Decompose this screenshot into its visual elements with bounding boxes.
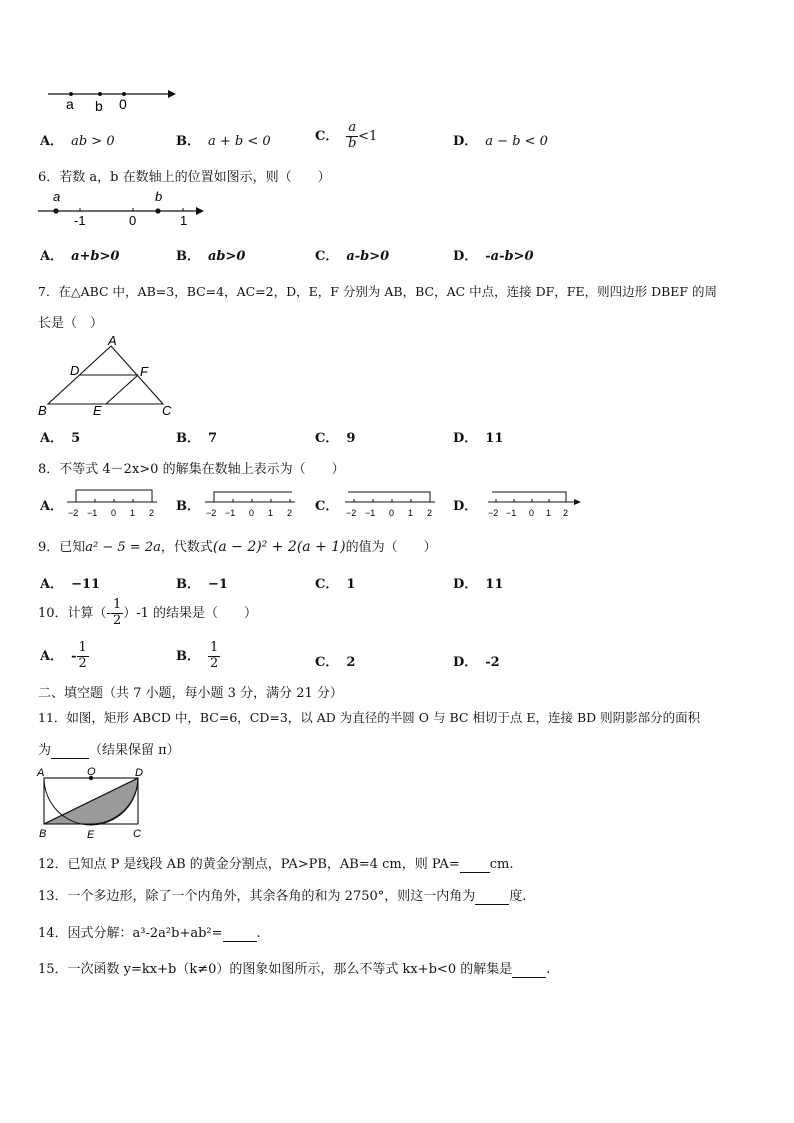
q11-line2: 为 （结果保留 π） bbox=[38, 743, 180, 758]
q6-option-b[interactable]: B． ab>0 bbox=[176, 249, 246, 264]
tick-label: 0 bbox=[389, 508, 395, 518]
tick-label: −2 bbox=[488, 508, 499, 518]
tick-label: 1 bbox=[546, 508, 552, 518]
q7-option-c[interactable]: C． 9 bbox=[315, 431, 356, 446]
tick-label: −2 bbox=[346, 508, 357, 518]
q5-option-c[interactable]: C． $\frac{a}{b}$ <1 bbox=[315, 120, 378, 151]
tick-label: −1 bbox=[87, 508, 98, 518]
q10-option-a[interactable]: A． - $\frac{1}{2}$ bbox=[40, 640, 87, 671]
q5-option-c-fraction: $\frac{a}{b}$ bbox=[348, 120, 357, 151]
q8-option-b-label[interactable]: B． bbox=[176, 499, 200, 514]
q5-axis-label-b: b bbox=[95, 98, 103, 114]
q8-option-c-number-line[interactable] bbox=[340, 478, 440, 522]
tick-label: −1 bbox=[506, 508, 517, 518]
q6-stem: 6．若数 a，b 在数轴上的位置如图示，则（ ） bbox=[38, 170, 331, 185]
q11-label-a: A bbox=[37, 767, 45, 779]
tick-label: 0 bbox=[111, 508, 117, 518]
q5-axis-label-a: a bbox=[66, 96, 74, 112]
q6-axis-label-0: 0 bbox=[129, 213, 137, 228]
q5-axis-label-0: 0 bbox=[119, 96, 127, 112]
q6-option-d[interactable]: D． -a-b>0 bbox=[453, 249, 534, 264]
q10-fraction: $\frac{1}{2}$ bbox=[112, 597, 122, 628]
q12: 12．已知点 P 是线段 AB 的黄金分割点，PA>PB，AB=4 cm，则 PA= cm. bbox=[38, 857, 514, 872]
q10-stem: 10．计算（- $\frac{1}{2}$ ）-1 的结果是（ ） bbox=[38, 597, 258, 628]
q11-answer-blank[interactable] bbox=[51, 743, 89, 759]
q9-option-c[interactable]: C． 1 bbox=[315, 577, 356, 592]
tick-label: −2 bbox=[206, 508, 217, 518]
q8-option-b-number-line[interactable] bbox=[200, 478, 300, 522]
q5-option-b[interactable]: B． a + b < 0 bbox=[176, 134, 271, 149]
q8-stem: 8．不等式 4－2x>0 的解集在数轴上表示为（ ） bbox=[38, 462, 345, 477]
q9-condition: a² − 5 = 2a bbox=[85, 540, 161, 555]
q7-stem-line1: 7．在△ABC 中，AB=3，BC=4，AC=2，D，E，F 分别为 AB，BC，AC 中点，连接 DF，FE，则四边形 DBEF 的周 bbox=[38, 284, 718, 299]
tick-label: −2 bbox=[68, 508, 79, 518]
q14-answer-blank[interactable] bbox=[223, 926, 257, 942]
q11-line1: 11．如图，矩形 ABCD 中，BC=6，CD=3，以 AD 为直径的半圆 O 与 BC 相切于点 E，连接 BD 则阴影部分的面积 bbox=[38, 710, 701, 725]
tick-label: 1 bbox=[268, 508, 274, 518]
q6-axis-label-a: a bbox=[53, 189, 61, 204]
q8-option-d-label[interactable]: D． bbox=[453, 499, 478, 514]
q5-number-line bbox=[48, 84, 178, 114]
q10-option-d[interactable]: D． -2 bbox=[453, 655, 500, 670]
q7-triangle-figure bbox=[36, 334, 186, 420]
q5-option-a[interactable]: A． ab > 0 bbox=[40, 134, 115, 149]
section-heading: 二、填空题（共 7 小题，每小题 3 分，满分 21 分） bbox=[38, 686, 343, 701]
q7-option-a[interactable]: A． 5 bbox=[40, 431, 81, 446]
q6-axis-label-1: 1 bbox=[180, 213, 188, 228]
q8-option-d-number-line[interactable] bbox=[484, 478, 584, 522]
q11-label-e: E bbox=[87, 829, 95, 841]
q7-label-a: A bbox=[108, 333, 117, 348]
q11-label-c: C bbox=[133, 828, 141, 840]
q12-answer-blank[interactable] bbox=[460, 857, 490, 873]
q15-answer-blank[interactable] bbox=[512, 962, 546, 978]
q14: 14．因式分解：a³-2a²b+ab²= . bbox=[38, 926, 261, 941]
q7-label-b: B bbox=[38, 403, 47, 418]
q6-option-a[interactable]: A． a+b>0 bbox=[40, 249, 120, 264]
q7-option-b[interactable]: B． 7 bbox=[176, 431, 218, 446]
tick-label: 0 bbox=[529, 508, 535, 518]
q9-option-b[interactable]: B． −1 bbox=[176, 577, 228, 592]
q11-label-o: O bbox=[87, 766, 96, 778]
q10-option-c[interactable]: C． 2 bbox=[315, 655, 356, 670]
tick-label: 2 bbox=[287, 508, 293, 518]
q5-option-d[interactable]: D． a − b < 0 bbox=[453, 134, 548, 149]
q9-option-d[interactable]: D． 11 bbox=[453, 577, 504, 592]
tick-label: 2 bbox=[149, 508, 155, 518]
q11-label-d: D bbox=[135, 767, 143, 779]
q9-option-a[interactable]: A． −11 bbox=[40, 577, 101, 592]
q11-label-b: B bbox=[39, 828, 47, 840]
q7-label-d: D bbox=[70, 363, 80, 378]
q8-option-a-label[interactable]: A． bbox=[40, 499, 64, 514]
tick-label: −1 bbox=[225, 508, 236, 518]
q11-rectangle-figure bbox=[36, 764, 156, 844]
q6-axis-label-b: b bbox=[155, 189, 163, 204]
tick-label: 0 bbox=[249, 508, 255, 518]
q13: 13．一个多边形，除了一个内角外，其余各角的和为 2750°，则这一内角为 度. bbox=[38, 889, 527, 904]
tick-label: −1 bbox=[365, 508, 376, 518]
q7-label-e: E bbox=[93, 403, 102, 418]
tick-label: 2 bbox=[563, 508, 569, 518]
q7-option-d[interactable]: D． 11 bbox=[453, 431, 504, 446]
tick-label: 1 bbox=[408, 508, 414, 518]
q15: 15．一次函数 y=kx+b（k≠0）的图象如图所示，那么不等式 kx+b<0 的解集是 . bbox=[38, 962, 551, 977]
q6-axis-label-neg1: -1 bbox=[74, 213, 86, 228]
tick-label: 2 bbox=[427, 508, 433, 518]
q7-stem-line2: 长是（ ） bbox=[38, 316, 104, 331]
q10-option-b[interactable]: B． $\frac{1}{2}$ bbox=[176, 640, 219, 671]
q8-option-a-number-line[interactable] bbox=[62, 478, 162, 522]
q9-expression: (a − 2)² + 2(a + 1) bbox=[212, 539, 346, 555]
q6-option-c[interactable]: C． a-b>0 bbox=[315, 249, 390, 264]
q6-number-line bbox=[38, 190, 208, 230]
q13-answer-blank[interactable] bbox=[475, 889, 509, 905]
q8-option-c-label[interactable]: C． bbox=[315, 499, 339, 514]
q7-label-c: C bbox=[162, 403, 172, 418]
q7-label-f: F bbox=[140, 364, 148, 379]
q9-stem: 9．已知a² − 5 = 2a，代数式(a − 2)² + 2(a + 1)的值为（ ） bbox=[38, 539, 437, 555]
tick-label: 1 bbox=[130, 508, 136, 518]
